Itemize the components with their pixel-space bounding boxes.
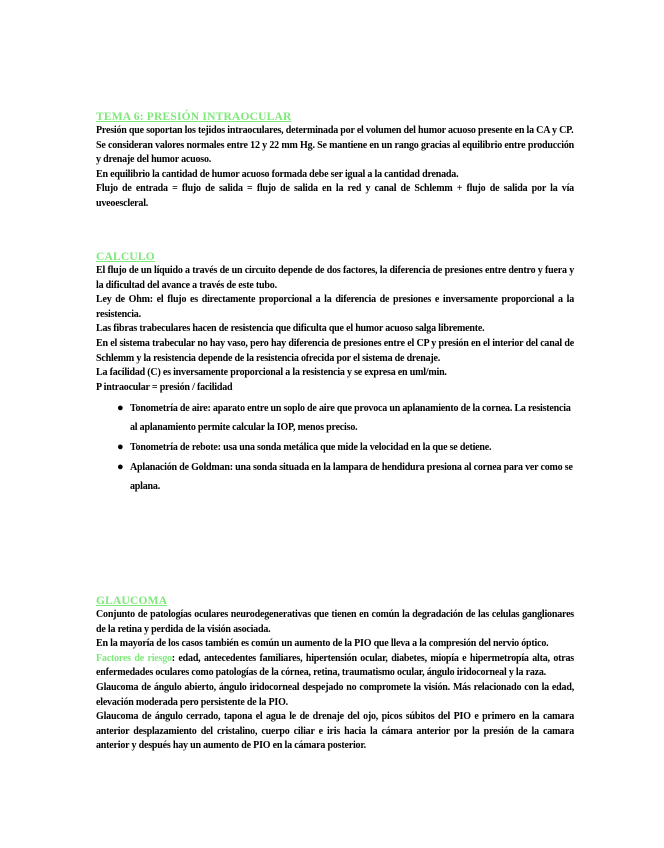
paragraph: Ley de Ohm: el flujo es directamente proporcional a la diferencia de presiones e inversamente proporcional a la resistencia. bbox=[96, 294, 574, 320]
bullet-icon: ● bbox=[117, 461, 124, 474]
bullet-icon: ● bbox=[117, 441, 124, 454]
list-item-text: Aplanación de Goldman: una sonda situada en la lampara de hendidura presiona al cornea para ver como se aplana. bbox=[130, 462, 573, 493]
list-item bbox=[117, 399, 574, 437]
risk-factors-label: Factores de riesgo bbox=[96, 652, 172, 664]
paragraph: En equilibrio la cantidad de humor acuoso formada debe ser igual a la cantidad drenada. bbox=[96, 168, 459, 180]
section-heading: CALCULO bbox=[96, 251, 155, 263]
paragraph: En la mayoría de los casos también es común un aumento de la PIO que lleva a la compresión del nervio óptico. bbox=[96, 638, 549, 650]
paragraph: Glaucoma de ángulo cerrado, tapona el agua le de drenaje del ojo, picos súbitos del PIO e primero en la camara anterior desplazamiento del cristalino, cuerpo ciliar e iris hacia la cámara anterior por la presión de la camara anterior y después hay un aumento de PIO en la cámara posterior. bbox=[96, 711, 574, 752]
section-heading: GLAUCOMA bbox=[96, 595, 168, 607]
list-item-text: Tonometría de rebote: usa una sonda metálica que mide la velocidad en la que se detiene. bbox=[130, 442, 492, 454]
paragraph: La facilidad (C) es inversamente proporcional a la resistencia y se expresa en uml/min. bbox=[96, 367, 447, 379]
risk-factors-paragraph bbox=[96, 652, 574, 681]
list-item-text: Tonometría de aire: aparato entre un soplo de aire que provoca un aplanamiento de la cornea. La resistencia al aplanamiento permite calcular la IOP, menos preciso. bbox=[130, 403, 571, 434]
paragraph: Flujo de entrada = flujo de salida = flujo de salida en la red y canal de Schlemm + flujo de salida por la vía uveoescleral. bbox=[96, 183, 574, 209]
list-item bbox=[117, 438, 574, 457]
risk-factors-text: : edad, antecedentes familiares, hipertensión ocular, diabetes, miopía e hipermetropía alta, otras enfermedades oculares como patologías de la córnea, retina, traumatismo ocular, ángulo iridocorneal y la raza. bbox=[96, 652, 574, 679]
section-heading: TEMA 6: PRESIÓN INTRAOCULAR bbox=[96, 111, 292, 123]
bullet-list bbox=[96, 399, 574, 496]
paragraph: Presión que soportan los tejidos intraoculares, determinada por el volumen del humor acuoso presente en la CA y CP. bbox=[96, 125, 574, 136]
bullet-icon: ● bbox=[117, 402, 124, 415]
paragraph: Glaucoma de ángulo abierto, ángulo iridocorneal despejado no compromete la visión. Más relacionado con la edad, elevación moderada pero persistente de la PIO. bbox=[96, 681, 574, 708]
paragraph: Se consideran valores normales entre 12 y 22 mm Hg. Se mantiene en un rango gracias al equilibrio entre producción y drenaje del humor acuoso. bbox=[96, 139, 574, 166]
paragraph: Las fibras trabeculares hacen de resistencia que dificulta que el humor acuoso salga libremente. bbox=[96, 323, 485, 335]
section-glaucoma bbox=[96, 594, 574, 754]
paragraph: Conjunto de patologías oculares neurodegenerativas que tienen en común la degradación de las celulas ganglionares de la retina y perdida de la visión asociada. bbox=[96, 609, 574, 635]
paragraph: El flujo de un líquido a través de un circuito depende de dos factores, la diferencia de presiones entre dentro y fuera y la dificultad del avance a través de este tubo. bbox=[96, 265, 574, 291]
section-presion-intraocular bbox=[96, 110, 574, 212]
paragraph: P intraocular = presión / facilidad bbox=[96, 381, 233, 393]
paragraph: En el sistema trabecular no hay vaso, pero hay diferencia de presiones entre el CP y presión en el interior del canal de Schlemm y la resistencia depende de la resistencia ofrecida por el sistema de drenaje. bbox=[96, 337, 574, 364]
list-item bbox=[117, 458, 574, 496]
section-calculo bbox=[96, 250, 574, 497]
